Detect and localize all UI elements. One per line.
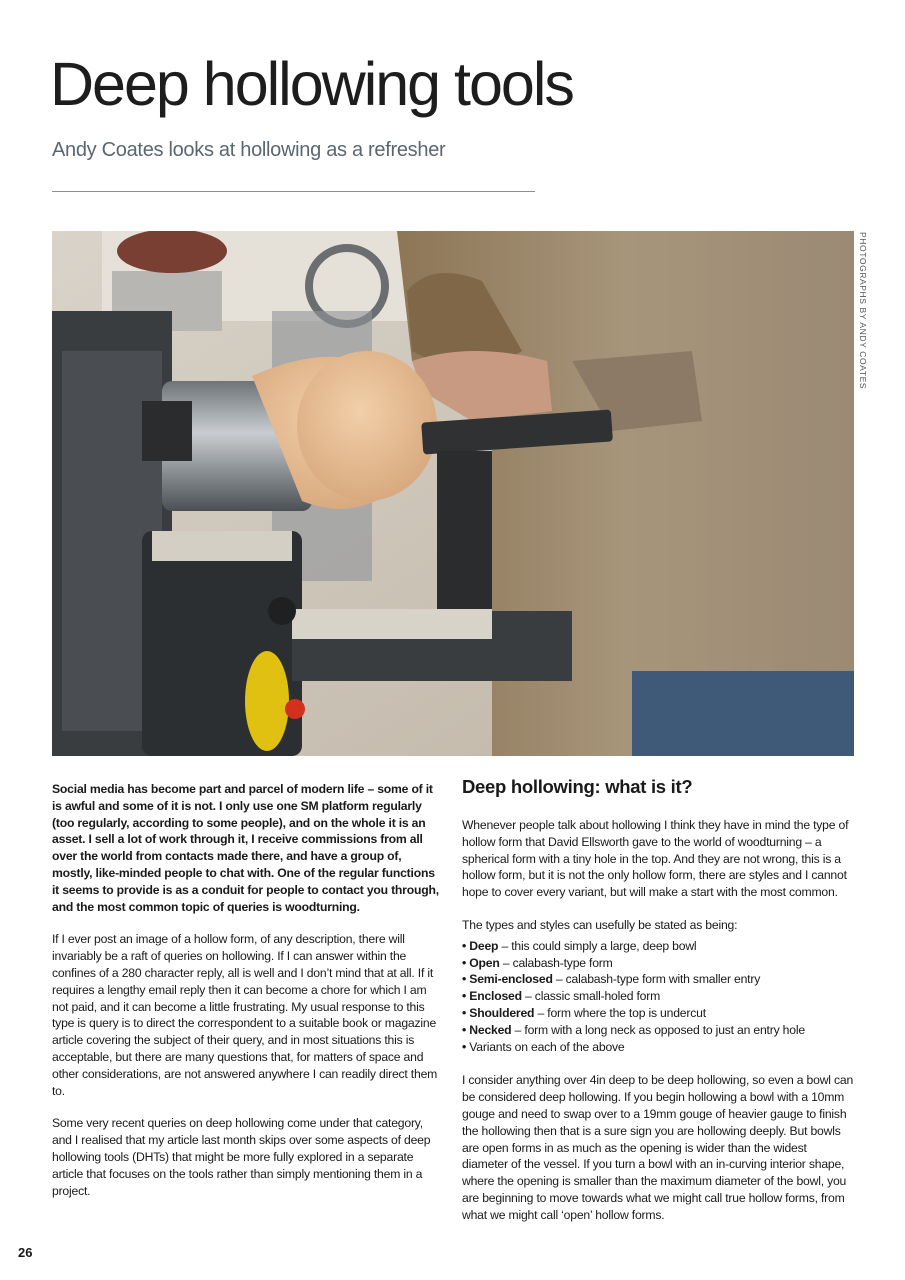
left-column xyxy=(52,781,442,1215)
body-paragraph: Some very recent queries on deep hollowing come under that category, and I realised that my article last month skips over some aspects of deep hollowing tools (DHTs) that might be more fully explored in a separate article that focuses on the tools rather than simply mentioning them in a project. xyxy=(52,1116,431,1198)
photo-credit: PHOTOGRAPHS BY ANDY COATES xyxy=(858,232,868,390)
list-item: • Deep – this could simply a large, deep bowl xyxy=(462,938,854,955)
article-title: Deep hollowing tools xyxy=(50,50,573,118)
types-intro: The types and styles can usefully be stated as being: xyxy=(462,917,738,932)
list-item: • Enclosed – classic small-holed form xyxy=(462,988,854,1005)
lathe-photo xyxy=(52,231,854,756)
list-item: • Shouldered – form where the top is undercut xyxy=(462,1005,854,1022)
body-paragraph: I consider anything over 4in deep to be deep hollowing, so even a bowl can be considered deep hollowing. If you begin hollowing a bowl with a 10mm gouge and need to swap over to a 19mm gouge of heavier gauge to finish the hollowing then that is a sure sign you are hollowing deeply. But bowls are open forms in as much as the opening is wider than the widest diameter of the vessel. If you turn a bowl with an in-curving interior shape, where the opening is smaller than the maximum diameter of the bowl, you are beginning to move towards what we might call true hollow forms, from what we might call ‘open’ hollow forms. xyxy=(462,1073,854,1222)
article-subtitle: Andy Coates looks at hollowing as a refresher xyxy=(52,139,446,161)
list-item: • Semi-enclosed – calabash-type form with smaller entry xyxy=(462,971,854,988)
section-heading: Deep hollowing: what is it? xyxy=(462,776,693,797)
lead-paragraph: Social media has become part and parcel of modern life – some of it is awful and some of it is not. I only use one SM platform regularly (too regularly, according to some people), and on the whole it is an asset. I sell a lot of work through it, I receive commissions from all over the world from contacts made there, and have a group of, mostly, like-minded people to chat with. One of the regular functions it seems to provide is as a conduit for people to contact you through, and the most common topic of queries is woodturning. xyxy=(52,782,439,914)
lathe-photo-illustration xyxy=(52,231,854,756)
title-divider xyxy=(52,191,535,192)
body-paragraph: Whenever people talk about hollowing I think they have in mind the type of hollow form that David Ellsworth gave to the world of woodturning – a spherical form with a tiny hole in the top. And they are not wrong, this is a hollow form, but it is not the only hollow form, there are styles and I cannot hope to cover every variant, but will make a start with the most common. xyxy=(462,818,849,900)
list-item: • Variants on each of the above xyxy=(462,1039,854,1056)
body-paragraph: If I ever post an image of a hollow form, of any description, there will invariably be a raft of queries on hollowing. If I can answer within the confines of a 280 character reply, all is well and I don’t mind that at all. If it requires a lengthy email reply then it can become a chore for which I am not paid, and it can become a little frustrating. My usual response to this type is query is to direct the correspondent to a suitable book or magazine article covering the subject of their query, and in most situations this is acceptable, but there are many questions that, for matters of space and other considerations, are not answered anywhere I can readily direct them to. xyxy=(52,932,438,1098)
list-item: • Necked – form with a long neck as opposed to just an entry hole xyxy=(462,1022,854,1039)
list-item: • Open – calabash-type form xyxy=(462,955,854,972)
right-column xyxy=(462,775,854,1240)
hollow-form-types-list xyxy=(462,938,854,1056)
page-number: 26 xyxy=(18,1245,33,1260)
